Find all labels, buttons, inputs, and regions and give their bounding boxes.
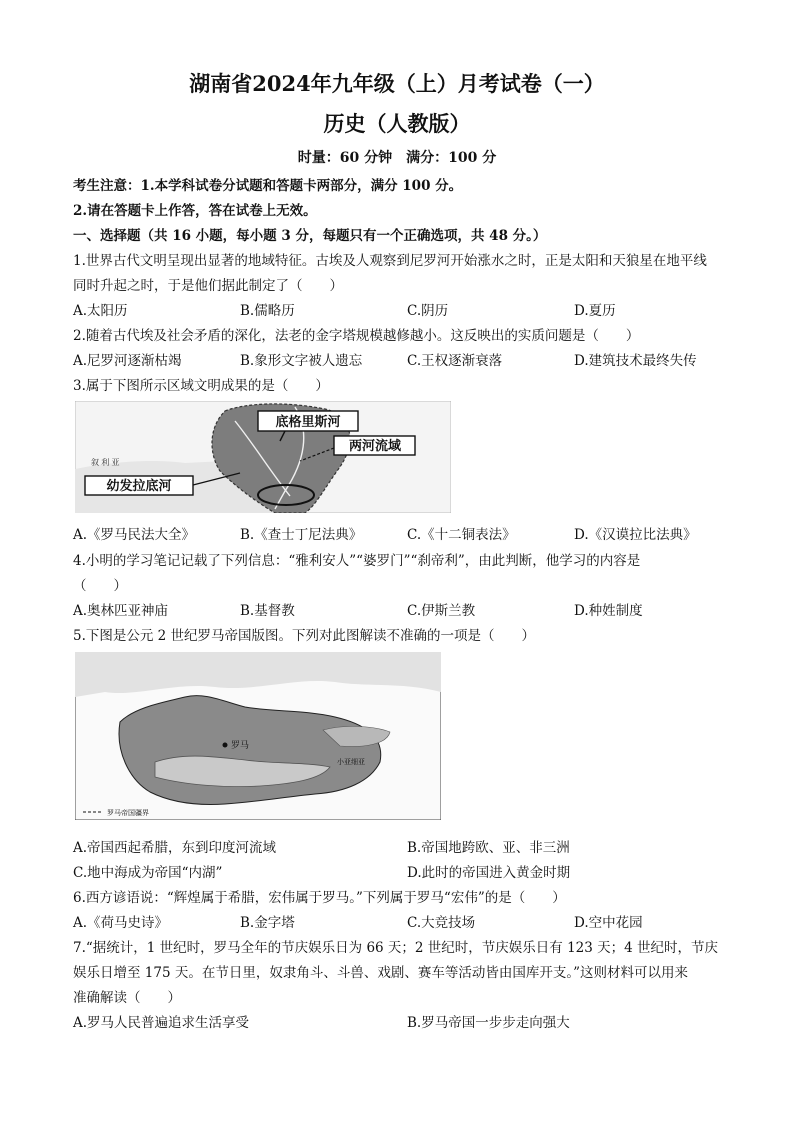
notice-line-2: 2.请在答题卡上作答，答在试卷上无效。 [73,203,317,219]
q6-options [73,911,753,931]
q1-option-d: D.夏历 [574,303,616,319]
q2-option-d: D.建筑技术最终失传 [574,353,697,369]
q3-option-b: B.《查士丁尼法典》 [240,527,363,543]
q2-stem: 2.随着古代埃及社会矛盾的深化，法老的金字塔规模越修越小。这反映出的实质问题是（ ） [73,328,640,344]
q3-stem: 3.属于下图所示区域文明成果的是（ ） [73,378,329,394]
asia-minor-label: 小亚细亚 [337,759,365,766]
q5-stem: 5.下图是公元 2 世纪罗马帝国版图。下列对此图解读不准确的一项是（ ） [73,628,536,644]
region-label: 两河流域 [348,438,402,453]
q5-option-a: A.帝国西起希腊，东到印度河流域 [73,840,277,856]
legend-label: 罗马帝国疆界 [107,810,149,817]
q4-stem-1: 4.小明的学习笔记记载了下列信息：“雅利安人”“婆罗门”“刹帝利”，由此判断，他学习的内容是 [73,553,641,569]
q3-option-c: C.《十二铜表法》 [407,527,516,543]
q1-option-b: B.儒略历 [240,303,295,319]
q1-option-a: A.太阳历 [73,303,128,319]
q3-options [73,523,753,543]
exam-subject: 历史（人教版） [323,111,471,136]
q1-option-c: C.阴历 [407,303,449,319]
q7-option-b: B.罗马帝国一步步走向强大 [407,1015,570,1031]
q2-option-c: C.王权逐渐衰落 [407,353,503,369]
q4-option-a: A.奥林匹亚神庙 [73,603,169,619]
q2-option-a: A.尼罗河逐渐枯竭 [73,353,182,369]
q3-option-d: D.《汉谟拉比法典》 [574,527,697,543]
roman-empire-map [75,652,441,820]
notice-line-1: 考生注意：1.本学科试卷分试题和答题卡两部分，满分 100 分。 [73,178,463,194]
q4-option-b: B.基督教 [240,603,295,619]
rome-label: 罗马 [231,740,250,750]
mesopotamia-map [75,401,451,513]
q5-option-c: C.地中海成为帝国“内湖” [73,865,223,881]
q6-option-a: A.《荷马史诗》 [73,915,169,931]
q5-options-row-2 [73,861,753,881]
q7-options [73,1011,753,1031]
syria-label: 叙 利 亚 [91,458,120,467]
q6-stem: 6.西方谚语说：“辉煌属于希腊，宏伟属于罗马。”下列属于罗马“宏伟”的是（ ） [73,890,566,906]
q4-option-d: D.种姓制度 [574,603,643,619]
q1-stem-1: 1.世界古代文明呈现出显著的地域特征。古埃及人观察到尼罗河开始涨水之时，正是太阳和天狼星在地平线 [73,253,707,269]
q7-stem-2: 娱乐日增至 175 天。在节日里，奴隶角斗、斗兽、戏剧、赛车等活动皆由国库开支。”这则材料可以用来 [73,965,689,981]
euphrates-label: 幼发拉底河 [106,478,172,493]
rome-dot [223,743,228,748]
q2-option-b: B.象形文字被人遗忘 [240,353,363,369]
q7-option-a: A.罗马人民普遍追求生活享受 [73,1015,250,1031]
q7-stem-1: 7.“据统计，1 世纪时，罗马全年的节庆娱乐日为 66 天；2 世纪时，节庆娱乐日有 123 天；4 世纪时，节庆 [73,940,719,956]
q5-option-b: B.帝国地跨欧、亚、非三洲 [407,840,570,856]
q4-option-c: C.伊斯兰教 [407,603,476,619]
q1-options [73,299,753,319]
q2-options [73,349,753,369]
q6-option-c: C.大竞技场 [407,915,476,931]
q7-stem-3: 准确解读（ ） [73,990,181,1006]
section-heading: 一、选择题（共 16 小题，每小题 3 分，每题只有一个正确选项，共 48 分。） [73,228,547,244]
q3-option-a: A.《罗马民法大全》 [73,527,196,543]
q5-options-row-1 [73,836,753,856]
q6-option-d: D.空中花园 [574,915,643,931]
q1-stem-2: 同时升起之时，于是他们据此制定了（ ） [73,278,343,294]
q5-option-d: D.此时的帝国进入黄金时期 [407,865,571,881]
q6-option-b: B.金字塔 [240,915,295,931]
time-score: 时量：60 分钟 满分：100 分 [297,150,497,166]
exam-title: 湖南省2024年九年级（上）月考试卷（一） [189,71,605,96]
tigris-label: 底格里斯河 [275,414,341,429]
q4-stem-2: （ ） [73,578,127,594]
q4-options [73,599,753,619]
